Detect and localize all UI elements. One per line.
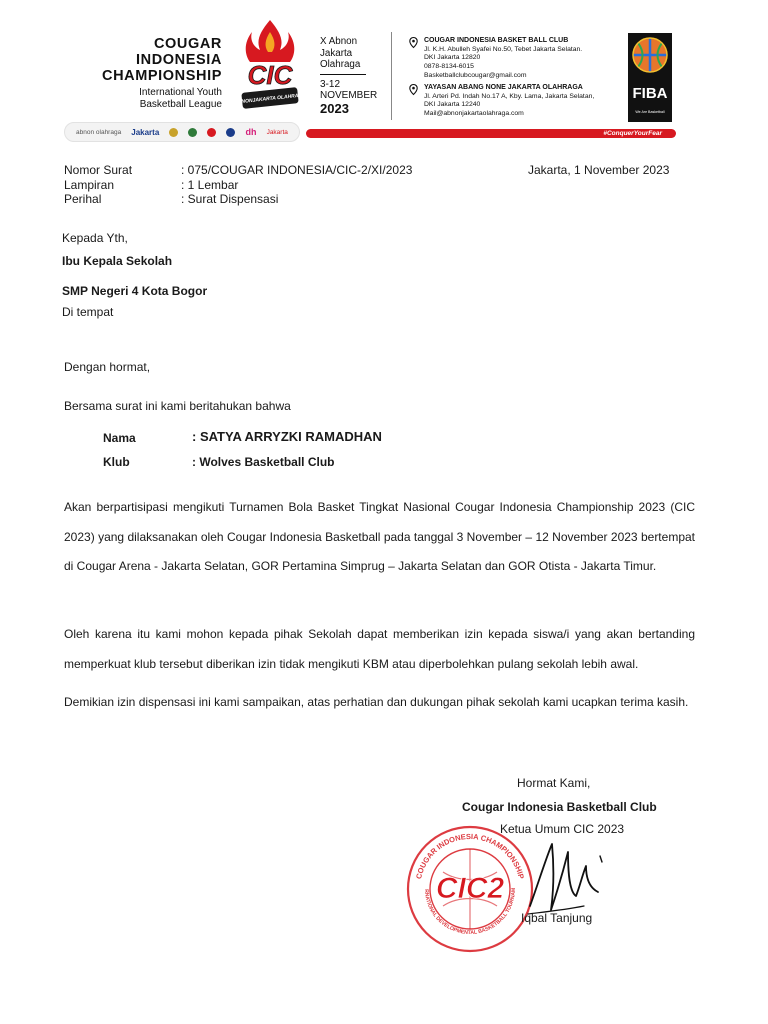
foundation-name: YAYASAN ABANG NONE JAKARTA OLAHRAGA (424, 84, 583, 91)
club-name: COUGAR INDONESIA BASKET BALL CLUB (424, 37, 569, 44)
hashtag-bar (306, 129, 676, 138)
stamp-ring-bottom: RNATIONAL DEVELOPMENTAL BASKETBALL TOURNAM (422, 887, 518, 937)
cic-logo (234, 18, 307, 114)
paragraph-participation: Akan berpartisipasi mengikuti Turnamen Bola Basket Tingkat Nasional Cougar Indonesia Championship 2023 (CIC 2023) yang dilaksanakan oleh Cougar Indonesia Basketball pada tanggal 3 November – 12 November 2023 bertempat di Cougar Arena - Jakarta Selatan, GOR Pertamina Simprug – Jakarta Selatan dan GOR Otista - Jakarta Timur. (64, 500, 695, 573)
foundation-city: DKI Jakarta 12240 (424, 101, 481, 109)
event-month: NOVEMBER (320, 90, 378, 101)
perihal-label: Perihal (64, 192, 102, 206)
hashtag-text: #ConquerYourFear (603, 130, 662, 137)
fiba-label: FIBA (632, 85, 668, 102)
emblem-icon (188, 128, 197, 137)
club-contact (424, 37, 582, 81)
club-phone: 0878-8134-6015 (424, 63, 474, 71)
recipient-school: SMP Negeri 4 Kota Bogor (62, 284, 208, 298)
sponsor-abnon: abnon olahraga (76, 128, 122, 136)
emblem-icon (207, 128, 216, 137)
recipient-name: Ibu Kepala Sekolah (62, 254, 173, 268)
paragraph-request: Oleh karena itu kami mohon kepada pihak Sekolah dapat memberikan izin kepada siswa/i yang akan bertanding memperkuat klub tersebut diberikan izin tidak mengikuti KBM atau diperbolehkan pulang sekolah lebih awal. (64, 627, 695, 671)
sponsor-dh: dh (245, 127, 257, 137)
brand-line-1: COUGAR (153, 36, 222, 52)
event-divider (320, 74, 366, 75)
foundation-address: Jl. Arteri Pd. Indah No.17 A, Kby. Lama, Jakarta Selatan, (424, 92, 595, 100)
logo-ribbon: ABNONJAKARTA OLAHRAGA (234, 92, 307, 106)
place-date: Jakarta, 1 November 2023 (528, 163, 670, 177)
logo-text: CIC (247, 60, 293, 90)
location-pin-icon (409, 84, 418, 95)
club-address: Jl. K.H. Abulleh Syafei No.50, Tebet Jakarta Selatan. (424, 45, 583, 53)
emblem-icon (226, 128, 235, 137)
perihal-value: : Surat Dispensasi (181, 192, 279, 206)
signing-org: Cougar Indonesia Basketball Club (462, 800, 657, 814)
brand-sub-line-1: International Youth (139, 87, 222, 98)
lampiran-value: : 1 Lembar (181, 178, 239, 192)
signer-name: Iqbal Tanjung (521, 911, 593, 925)
nomor-value: : 075/COUGAR INDONESIA/CIC-2/XI/2023 (181, 163, 413, 177)
foundation-contact (424, 84, 594, 119)
player-name-value: : SATYA ARRYZKI RAMADHAN (192, 429, 382, 444)
brand-sub-line-2: Basketball League (139, 99, 222, 110)
player-club-value: : Wolves Basketball Club (192, 455, 335, 469)
nomor-label: Nomor Surat (64, 163, 133, 177)
brand-line-2: INDONESIA (136, 52, 222, 68)
recipient-place: Di tempat (62, 305, 114, 319)
fiba-logo (628, 33, 672, 122)
player-name-label: Nama (103, 431, 136, 445)
intro-text: Bersama surat ini kami beritahukan bahwa (64, 399, 291, 413)
header-divider (391, 32, 392, 120)
event-line-3: Olahraga (320, 59, 361, 70)
regards: Hormat Kami, (517, 776, 591, 790)
location-pin-icon (409, 37, 418, 48)
club-city: DKI Jakarta 12820 (424, 54, 481, 62)
club-stamp (403, 822, 537, 956)
event-info (320, 36, 377, 116)
brand-title (100, 36, 222, 84)
sponsor-jakarta-2: Jakarta (266, 128, 288, 136)
event-dates: 3-12 (320, 78, 341, 90)
club-email: Basketballclubcougar@gmail.com (424, 71, 527, 79)
player-club-label: Klub (103, 455, 130, 469)
emblem-icon (169, 128, 178, 137)
event-line-2: Jakarta (320, 47, 353, 59)
stamp-ring-top: COUGAR INDONESIA CHAMPIONSHIP (414, 831, 526, 880)
lampiran-label: Lampiran (64, 178, 115, 192)
brand-line-3: CHAMPIONSHIP (102, 68, 222, 84)
fiba-ball-icon (628, 33, 672, 122)
foundation-email: Mail@abnonjakartaolahraga.com (424, 110, 524, 118)
stamp-cic-text: CIC2 (435, 872, 505, 905)
sponsor-jakarta: Jakarta (131, 127, 160, 137)
event-line-1: X Abnon (320, 36, 358, 47)
paragraph-closing: Demikian izin dispensasi ini kami sampaikan, atas perhatian dan dukungan pihak sekolah kami ucapkan terima kasih. (64, 695, 689, 709)
sponsor-strip (64, 122, 300, 142)
recipient-greeting: Kepada Yth, (62, 231, 128, 245)
brand-subtitle (100, 87, 222, 111)
signing-role: Ketua Umum CIC 2023 (500, 822, 625, 836)
salutation: Dengan hormat, (64, 360, 151, 374)
event-year: 2023 (320, 100, 349, 116)
fiba-tagline: We Are Basketball (635, 110, 665, 114)
